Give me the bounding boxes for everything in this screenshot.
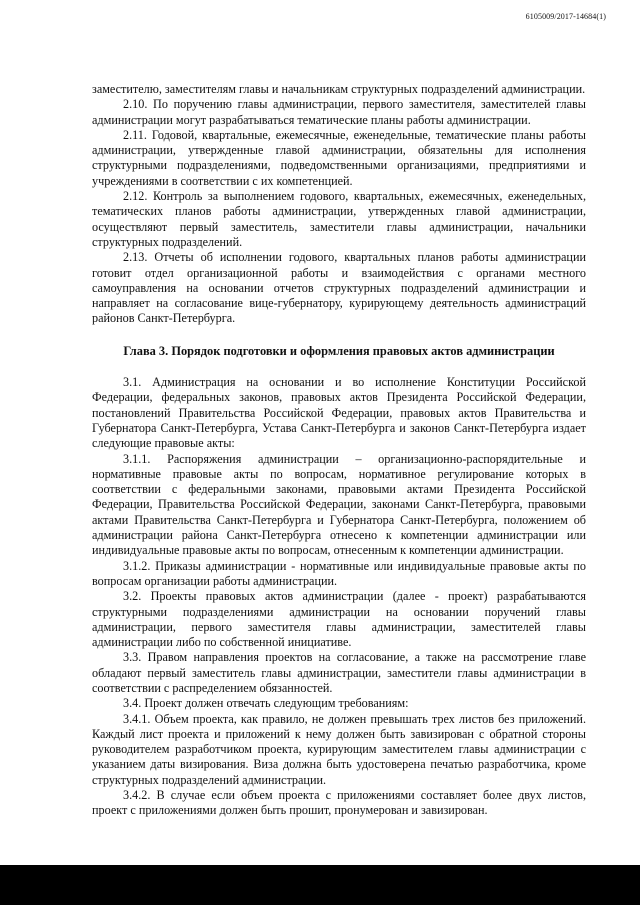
paragraph-3-4: 3.4. Проект должен отвечать следующим требованиям: <box>123 696 409 711</box>
paragraph-2-10: 2.10. По поручению главы администрации, первого заместителя, заместителей главы администрации могут разрабатываться тематические планы работы администрации. <box>92 97 586 127</box>
chapter-heading: Глава 3. Порядок подготовки и оформления правовых актов администрации <box>123 343 555 358</box>
scan-border-bottom <box>0 865 640 905</box>
paragraph-2-12: 2.12. Контроль за выполнением годового, квартальных, ежемесячных, еженедельных, тематических планов работы администрации, утвержденных главой администрации, осуществляют первый заместитель, заместители главы администрации, начальники структурных подразделений. <box>92 189 586 249</box>
paragraph-3-2: 3.2. Проекты правовых актов администрации (далее - проект) разрабатываются структурными подразделениями администрации на основании поручений главы администрации, первого заместителя главы администрации, заместителей главы администрации либо по собственной инициативе. <box>92 589 586 650</box>
paragraph-2-13: 2.13. Отчеты об исполнении годового, квартальных планов работы администрации готовит отдел организационной работы и взаимодействия с органами местного самоуправления на основании отчетов структурных подразделений администрации и направляет на согласование вице-губернатору, курирующему деятельность администраций районов Санкт-Петербурга. <box>92 250 586 326</box>
document-body <box>92 82 586 819</box>
paragraph-3-3: 3.3. Правом направления проектов на согласование, а также на рассмотрение главе обладают первый заместитель главы администрации, заместители главы администрации в соответствии с распределением обязанностей. <box>92 650 586 695</box>
paragraph-3-4-2: 3.4.2. В случае если объем проекта с приложениями составляет более двух листов, проект с приложениями должен быть прошит, пронумерован и завизирован. <box>92 788 586 818</box>
paragraph-3-1-1: 3.1.1. Распоряжения администрации – организационно-распорядительные и нормативные правовые акты по вопросам, нормативное регулирование которых в соответствии с федеральными законами, правовыми актами Президента Российской Федерации, Правительства Российской Федерации, законами Санкт-Петербурга, правовыми актами Правительства Санкт-Петербурга и Губернатора Санкт-Петербурга, положением об администрации района Санкт-Петербурга отнесено к компетенции администрации или индивидуальные правовые акты по вопросам, отнесенным к компетенции администрации. <box>92 451 586 558</box>
paragraph-3-1: 3.1. Администрация на основании и во исполнение Конституции Российской Федерации, федеральных законов, правовых актов Президента Российской Федерации, постановлений Правительства Российской Федерации, правовых актов Правительства и Губернатора Санкт-Петербурга, Устава Санкт-Петербурга и законов Санкт-Петербурга издает следующие правовые акты: <box>92 375 586 451</box>
paragraph-continuation: заместителю, заместителям главы и начальникам структурных подразделений администрации. <box>92 82 586 96</box>
paragraph-3-4-1: 3.4.1. Объем проекта, как правило, не должен превышать трех листов без приложений. Каждый лист проекта и приложений к нему должен быть завизирован с обратной стороны руководителем разработчиком проекта, курирующим заместителем главы администрации с указанием даты визирования. Виза должна быть удостоверена печатью разработчика, кроме структурных подразделений администрации. <box>92 711 586 787</box>
document-id: 6105009/2017-14684(1) <box>525 12 606 21</box>
paragraph-3-1-2: 3.1.2. Приказы администрации - нормативные или индивидуальные правовые акты по вопросам организации работы администрации. <box>92 558 586 588</box>
paragraph-2-11: 2.11. Годовой, квартальные, ежемесячные, еженедельные, тематические планы работы администрации, утвержденные главой администрации, обязательны для исполнения структурными подразделениями, подведомственными организациями, предприятиями и учреждениями в соответствии с их компетенцией. <box>92 127 586 188</box>
